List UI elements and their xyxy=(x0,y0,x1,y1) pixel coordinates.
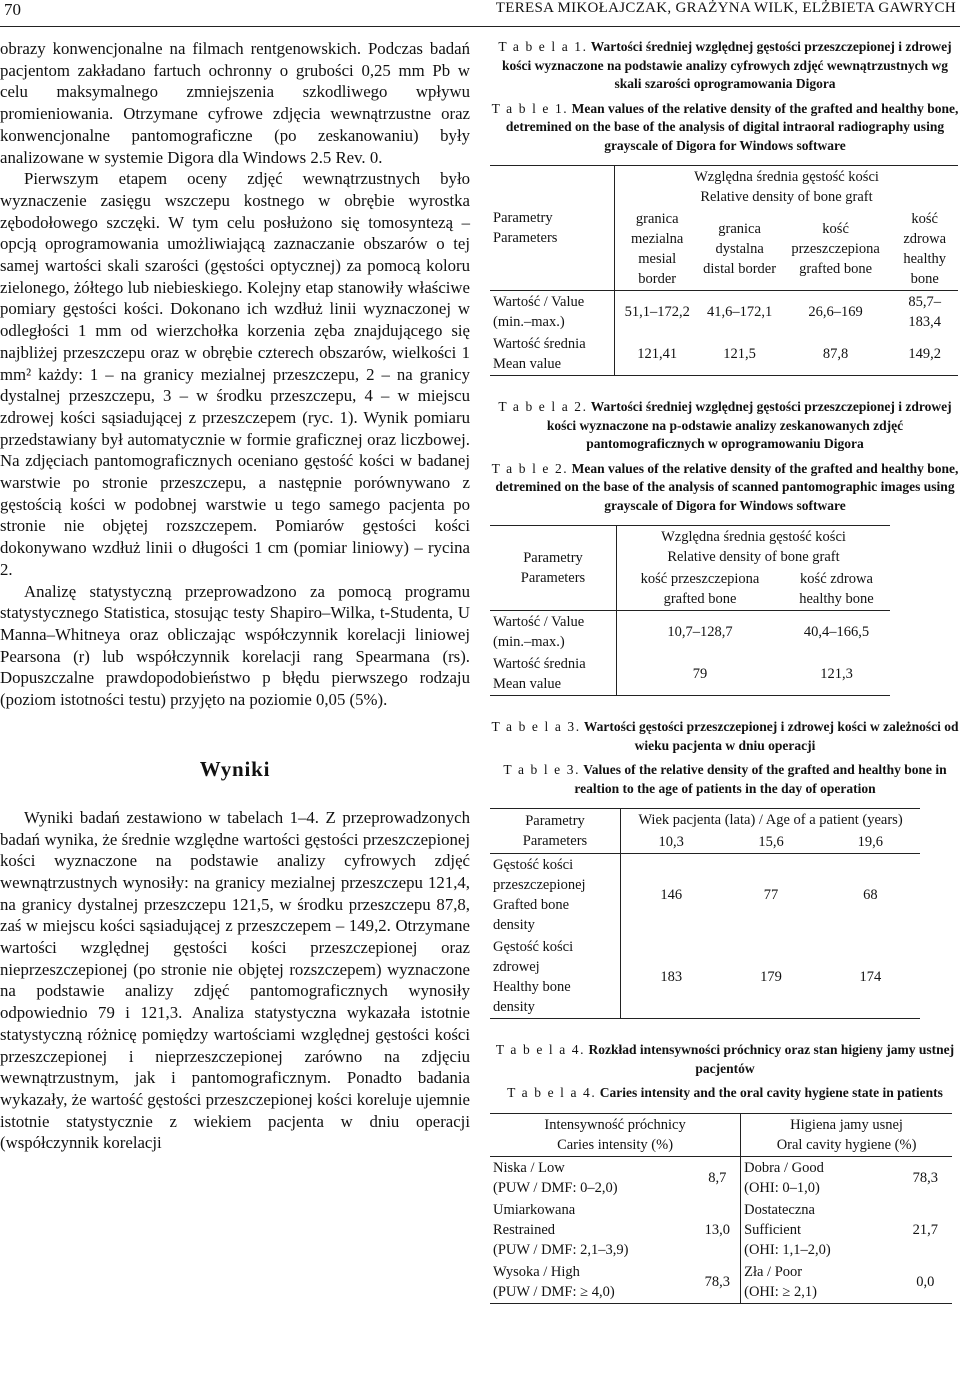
table-cell: 146 xyxy=(660,887,683,903)
table-cell: 149,2 xyxy=(908,346,941,362)
table2-block xyxy=(490,398,960,696)
table-row xyxy=(490,1156,952,1199)
table-cell: 78,3 xyxy=(912,1169,939,1186)
table-row xyxy=(490,291,958,334)
table-header-cell: granica dystalna distal border xyxy=(703,221,777,277)
table-header-cell: granica mezialna mesial border xyxy=(631,211,684,287)
table-row xyxy=(490,1199,952,1261)
paragraph: Analizę statystyczną przeprowadzono za pomocą programu statystycznego Statistica, stosując testy Shapiro–Wilka, t-Studenta, U Manna–Whitneya oraz obliczając współczynnik korelacji liniowej Pearsona (r) lub współczynnik korelacji rang Spearmana (rs). Dopuszczalne prawdopodobieństwo p błędu pierwszego rodzaju (poziom istotności testu) przyjęto na poziomie 0,05 (5%). xyxy=(0,581,470,710)
table-cell: 41,6–172,1 xyxy=(706,303,773,320)
table-caption-en: T a b l e 1. Mean values of the relative density of the grafted and healthy bone, detremined on the base of the analysis of digital intraoral radiography using grayscale of Digora for Windows software xyxy=(491,100,959,153)
table-row xyxy=(490,1261,952,1304)
table-header-cell: Parametry Parameters xyxy=(490,166,615,291)
table-header-cell: Intensywność próchnicy Caries intensity (%) xyxy=(490,1113,741,1156)
table-header-cell: kość zdrowa healthy bone xyxy=(799,571,874,607)
table-caption-en: T a b e l a 4. Caries intensity and the oral cavity hygiene state in patients xyxy=(507,1085,943,1100)
table-caption-pl: T a b e l a 4. Rozkład intensywności próchnicy oraz stan higieny jamy ustnej pacjentów xyxy=(495,1042,955,1076)
table-header-cell: kość zdrowa healthy bone xyxy=(903,211,947,287)
row-label: Gęstość kości przeszczepionej Grafted bone density xyxy=(490,854,621,937)
paragraph: obrazy konwencjonalne na filmach rentgenowskich. Podczas badań pacjentom zakładano fartuch ochronny o grubości 0,25 mm Pb w celu maksymalnego zmniejszenia szkodliwego wpływu promieniowania. Otrzymane cyfrowe zdjęcia wewnątrzustne oraz konwencjonalne pantomograficzne (po zeskanowaniu) były analizowane w systemie Digora dla Windows 2.5 Rev. 0. xyxy=(0,39,470,167)
row-label: Wartość średnia Mean value xyxy=(490,653,617,696)
row-label: Niska / Low (PUW / DMF: 0–2,0) xyxy=(493,1159,618,1196)
table-row xyxy=(490,611,890,654)
table-cell: 183 xyxy=(660,969,683,985)
tables-column xyxy=(490,38,960,1304)
row-label: Wysoka / High (PUW / DMF: ≥ 4,0) xyxy=(493,1263,615,1300)
table-cell: 87,8 xyxy=(822,346,849,362)
table-header-cell: Względna średnia gęstość kości Relative density of bone graft xyxy=(661,529,846,565)
table1-block xyxy=(490,38,960,376)
row-label: Zła / Poor (OHI: ≥ 2,1) xyxy=(744,1263,817,1300)
table-cell: 68 xyxy=(863,887,878,903)
row-label: Wartość / Value (min.–max.) xyxy=(490,611,617,654)
table4-block xyxy=(490,1041,960,1304)
running-header xyxy=(0,0,960,27)
table-row xyxy=(490,854,920,937)
row-label: Wartość / Value (min.–max.) xyxy=(490,291,615,334)
table-header-cell: Wiek pacjenta (lata) / Age of a patient (years) xyxy=(638,812,903,828)
table-cell: 77 xyxy=(763,887,779,903)
table-header-cell: 15,6 xyxy=(758,834,784,850)
table-cell: 121,5 xyxy=(723,346,756,362)
table-caption-en: T a b l e 2. Mean values of the relative density of the grafted and healthy bone, detremined on the base of the analysis of scanned pantomographic images using grayscale of Digora for Windows software xyxy=(491,460,959,513)
table-header-cell: Parametry Parameters xyxy=(490,809,621,854)
table-cell: 179 xyxy=(760,969,782,985)
table4 xyxy=(490,1113,952,1304)
section-heading: Wyniki xyxy=(199,756,271,781)
row-label: Umiarkowana Restrained (PUW / DMF: 2,1–3,9) xyxy=(493,1201,629,1258)
table-cell: 174 xyxy=(859,969,882,985)
table-cell: 121,41 xyxy=(637,346,678,362)
table-row xyxy=(490,936,920,1019)
table-header-cell: Parametry Parameters xyxy=(490,526,617,611)
row-label: Dostateczna Sufficient (OHI: 1,1–2,0) xyxy=(744,1201,831,1258)
table-header-cell: kość przeszczepiona grafted bone xyxy=(791,221,880,277)
table-cell: 79 xyxy=(692,666,708,682)
table-header-cell: 10,3 xyxy=(658,834,684,850)
table-row xyxy=(490,653,890,696)
table-cell: 26,6–169 xyxy=(808,303,863,320)
table-cell: 21,7 xyxy=(912,1221,939,1238)
table-cell: 8,7 xyxy=(695,1156,741,1199)
page-number: 70 xyxy=(4,0,21,19)
table-cell: 40,4–166,5 xyxy=(803,624,870,640)
table-cell: 51,1–172,2 xyxy=(624,303,690,320)
paragraph: Pierwszym etapem oceny zdjęć wewnątrzustnych było wyznaczenie zasięgu wszczepu kostnego w obrębie wyrostka zębodołowego szczęki. W tym celu posłużono się tomosyntezą – opcją oprogramowania umożliwiającą zaznaczanie obszarów o tej samej wartości skali szarości (gęstości optycznej) za pomocą koloru zielonego, żółtego lub niebieskiego. Kolejny etap stanowiły właściwe pomiary gęstości kości. Dokonano ich wzdłuż linii wyznaczonej w odległości 1 mm od wierzchołka korzenia zęba znajdującego się najbliżej przeszczepu oraz w obrębie czterech obszarów, wielkości 1 mm² każdy: 1 – na granicy mezialnej przeszczepu, 2 – na granicy dystalnej przeszczepu, 3 – w środku przeszczepu, 4 – w miejscu zdrowej kości sąsiadującej z przeszczepem (ryc. 1). Wynik pomiaru przedstawiany był automatycznie w formie graficznej oraz liczbowej. Na zdjęciach pantomograficznych oceniano gęstość kości w badanej warstwie po stronie przeszczepu, a następnie porównywano z gęstością kości w podobnej warstwie u tego samego pacjenta po stronie nie objętej rozszczepem. Pomiarów gęstości kości dokonywano wzdłuż linii o długości 1 cm (pomiar liniowy) – rycina 2. xyxy=(0,169,470,579)
main-text-column xyxy=(0,38,470,1154)
table1 xyxy=(490,165,958,376)
table-caption-en: T a b l e 3. Values of the relative density of the grafted and healthy bone in realtion to the age of patients in the day of operation xyxy=(503,762,947,796)
table-header-cell: 19,6 xyxy=(857,834,884,850)
table-caption-pl: T a b e l a 1. Wartości średniej względnej gęstości przeszczepionej i zdrowej kości wyznaczone na podstawie analizy cyfrowych zdjęć wewnątrzustnych wg skali szarości oprogramowania Digora xyxy=(498,39,952,91)
table-cell: 121,3 xyxy=(820,666,853,682)
row-label: Gęstość kości zdrowej Healthy bone density xyxy=(490,936,621,1019)
table-row xyxy=(490,333,958,376)
table3 xyxy=(490,808,920,1019)
table-header-cell: kość przeszczepiona grafted bone xyxy=(640,571,760,607)
table3-block xyxy=(490,718,960,1019)
table-cell: 13,0 xyxy=(695,1199,741,1261)
table-header-cell: Higiena jamy usnej Oral cavity hygiene (%) xyxy=(776,1116,917,1153)
paragraph: Wyniki badań zestawiono w tabelach 1–4. Z przeprowadzonych badań wynika, że średnie względne wartości gęstości przeszczepionej kości wyznaczone na podstawie analizy cyfrowych zdjęć wewnątrzustnych wynosiły: na granicy mezialnej przeszczepu 121,4, na granicy dystalnej przeszczepu 121,5, w środku przeszczepu 87,8, zaś w miejscu kości sąsiadującej z przeszczepem – 149,2. Otrzymane wartości względnej gęstości kości przeszczepionej oraz nieprzeszczepionej (po stronie nie objętej rozszczepem) wyznaczone na podstawie analizy zdjęć pantomograficznych wynosiły odpowiednio 79 i 121,3. Analiza statystyczna wykazała istotnie statystyczną różnicę pomiędzy wartościami względnej gęstości kości przeszczepionej i nieprzeszczepionej zarówno na zdjęciu wewnątrzustnym, jak i pantomograficznym. Ponadto badania wykazały, że wartość gęstości przeszczepionej kości koreluje ujemnie istotnie statystycznie z wiekiem pacjenta w dniu operacji (współczynnik korelacji xyxy=(0,807,470,1153)
table-caption-pl: T a b e l a 3. Wartości gęstości przeszczepionej i zdrowej kości w zależności od wieku pacjenta w dniu operacji xyxy=(491,719,959,753)
table-header-cell: Względna średnia gęstość kości Relative density of bone graft xyxy=(694,169,879,205)
table-caption-pl: T a b e l a 2. Wartości średniej względnej gęstości przeszczepionej i zdrowej kości wyznaczone na p-odstawie analizy zeskanowanych zdjęć pantomograficznych w oprogramowaniu Digora xyxy=(498,399,952,451)
table-cell: 78,3 xyxy=(695,1261,741,1304)
table-cell: 0,0 xyxy=(916,1273,935,1290)
running-title: TERESA MIKOŁAJCZAK, GRAŻYNA WILK, ELŻBIETA GAWRYCH xyxy=(495,0,956,16)
row-label: Dobra / Good (OHI: 0–1,0) xyxy=(744,1159,824,1196)
table2 xyxy=(490,525,890,696)
table-cell: 85,7–183,4 xyxy=(908,293,941,330)
table-cell: 10,7–128,7 xyxy=(667,624,733,640)
row-label: Wartość średnia Mean value xyxy=(490,333,615,376)
